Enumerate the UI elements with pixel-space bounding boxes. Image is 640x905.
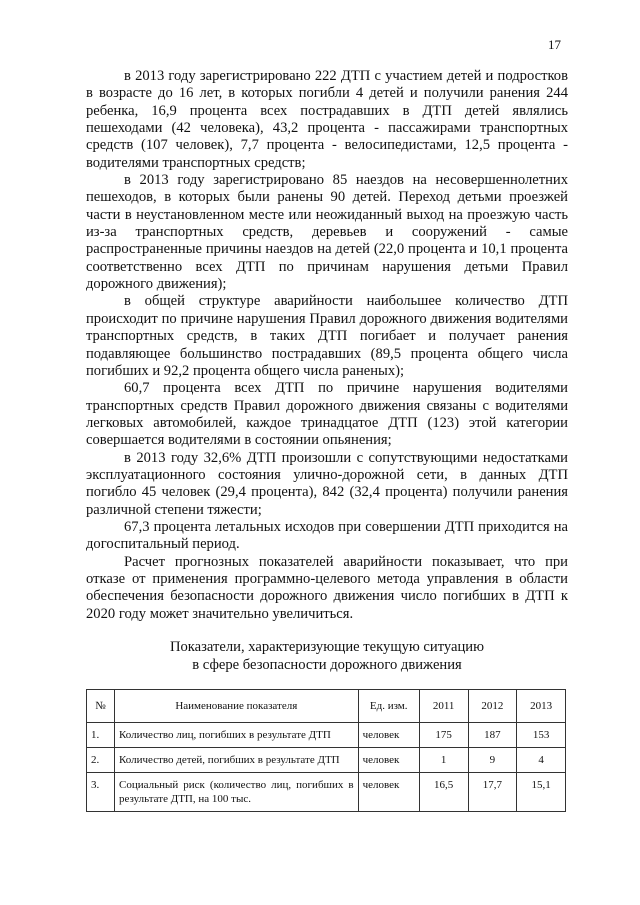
page-number: 17 <box>548 37 561 52</box>
body-text <box>86 68 568 623</box>
paragraph-driver-violations: в общей структуре аварийности наибольшее количество ДТП происходит по причине нарушения Правил дорожного движения водителями транспортных средств, в таких ДТП погибает и получает ранения подавляющее большинство пострадавших (89,5 процента общего числа погибших и 92,2 процента общего числа раненых); <box>86 293 568 379</box>
paragraph-road-conditions: в 2013 году 32,6% ДТП произошли с сопутствующими недостатками эксплуатационного состояния улично-дорожной сети, в данных ДТП погибло 45 человек (29,4 процента), 842 (32,4 процента) получили ранения различной степени тяжести; <box>86 449 568 518</box>
row-num: 2. <box>87 748 115 773</box>
header-unit: Ед. изм. <box>358 690 419 723</box>
table-row <box>87 773 566 812</box>
header-2013: 2013 <box>517 690 566 723</box>
paragraph-car-drivers: 60,7 процента всех ДТП по причине нарушения водителями транспортных средств Правил дорожного движения связаны с водителями легковых автомобилей, каждое тринадцатое ДТП (123) этой категории совершается водителями в состоянии опьянения; <box>86 380 568 449</box>
row-num: 3. <box>87 773 115 812</box>
paragraph-pedestrian-collisions: в 2013 году зарегистрировано 85 наездов на несовершеннолетних пешеходов, в которых были ранены 90 детей. Переход детьми проезжей части в неустановленном месте или неожиданный выход на проезжую часть из-за транспортных средств, деревьев и сооружений - самые распространенные причины наездов на детей (22,0 процента и 10,1 процента соответственно всех ДТП по причинам нарушения детьми Правил дорожного движения); <box>86 172 568 293</box>
paragraph-forecast: Расчет прогнозных показателей аварийности показывает, что при отказе от применения программно-целевого метода управления в области обеспечения безопасности дорожного движения число погибших в ДТП к 2020 году может значительно увеличиться. <box>86 553 568 622</box>
row-2011: 175 <box>419 723 468 748</box>
header-2012: 2012 <box>468 690 517 723</box>
header-num: № <box>87 690 115 723</box>
row-2013: 153 <box>517 723 566 748</box>
row-2011: 16,5 <box>419 773 468 812</box>
row-2011: 1 <box>419 748 468 773</box>
paragraph-children-accidents: в 2013 году зарегистрировано 222 ДТП с участием детей и подростков в возрасте до 16 лет, в которых погибли 4 детей и получили ранения 244 ребенка, 16,9 процента всех пострадавших в ДТП детей являлись пешеходами (42 человека), 43,2 процента - пассажирами транспортных средств (107 человек), 7,7 процента - велосипедистами, 12,5 процента - водителями транспортных средств; <box>86 68 568 171</box>
row-2013: 4 <box>517 748 566 773</box>
table-title <box>86 638 568 674</box>
table-row <box>87 723 566 748</box>
row-unit: человек <box>358 748 419 773</box>
table-title-line-2: в сфере безопасности дорожного движения <box>192 657 462 673</box>
table-row <box>87 748 566 773</box>
paragraph-prehospital: 67,3 процента летальных исходов при совершении ДТП приходится на догоспитальный период. <box>86 518 568 553</box>
table-header-row <box>87 690 566 723</box>
row-2012: 9 <box>468 748 517 773</box>
indicators-table <box>86 689 566 812</box>
row-name: Количество детей, погибших в результате ДТП <box>114 748 358 773</box>
row-name: Количество лиц, погибших в результате ДТП <box>114 723 358 748</box>
row-2013: 15,1 <box>517 773 566 812</box>
header-2011: 2011 <box>419 690 468 723</box>
row-2012: 17,7 <box>468 773 517 812</box>
header-name: Наименование показателя <box>114 690 358 723</box>
row-num: 1. <box>87 723 115 748</box>
row-2012: 187 <box>468 723 517 748</box>
table-title-line-1: Показатели, характеризующие текущую ситуацию <box>169 639 485 655</box>
row-unit: человек <box>358 723 419 748</box>
row-name: Социальный риск (количество лиц, погибших в результате ДТП, на 100 тыс. <box>114 773 358 812</box>
row-unit: человек <box>358 773 419 812</box>
